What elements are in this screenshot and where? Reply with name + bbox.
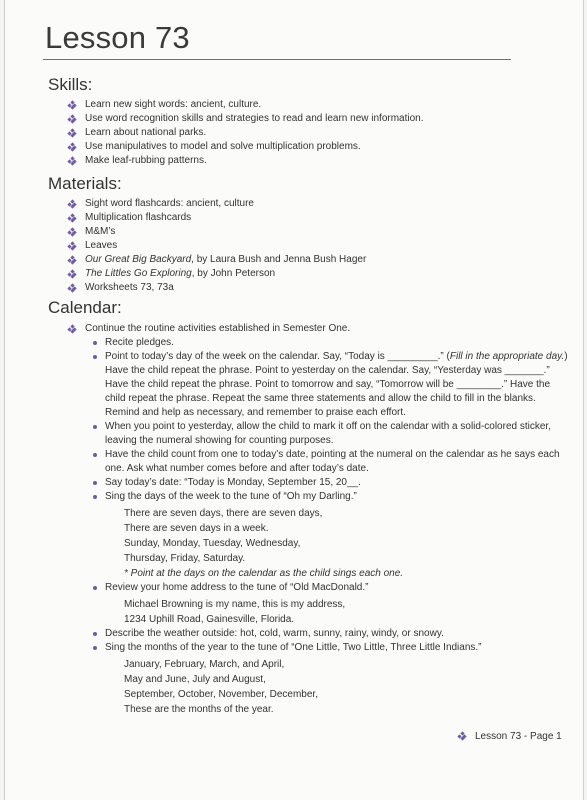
diamond-bullet-icon	[68, 129, 76, 137]
diamond-bullet-icon	[458, 732, 466, 740]
song-line: Sunday, Monday, Tuesday, Wednesday,	[124, 538, 301, 549]
list-item: The Littles Go Exploring, by John Peterson	[68, 267, 366, 281]
list-item: M&M’s	[68, 225, 366, 239]
months-song	[105, 657, 568, 717]
bullet-dot-icon	[93, 453, 97, 457]
skills-heading: Skills:	[48, 75, 93, 94]
list-item: Our Great Big Backyard, by Laura Bush and Jenna Bush Hager	[68, 253, 366, 267]
bullet-dot-icon	[93, 495, 97, 499]
list-item: Learn new sight words: ancient, culture.	[68, 98, 424, 112]
list-item: Make leaf-rubbing patterns.	[68, 154, 424, 168]
bullet-dot-icon	[93, 355, 97, 359]
bullet-dot-icon	[93, 425, 97, 429]
book-title: The Littles Go Exploring	[85, 268, 192, 279]
list-item: Review your home address to the tune of “Old MacDonald.” Michael Browning is my name, this is my address, 1234 Uphill Road, Gainesville, Florida.	[92, 581, 568, 627]
diamond-bullet-icon	[68, 214, 76, 222]
diamond-bullet-icon	[68, 325, 76, 333]
skills-list	[68, 98, 424, 168]
diamond-bullet-icon	[68, 101, 76, 109]
diamond-bullet-icon	[68, 284, 76, 292]
list-item: Recite pledges.	[92, 336, 568, 350]
list-item: Use manipulatives to model and solve multiplication problems.	[68, 140, 424, 154]
bullet-dot-icon	[93, 341, 97, 345]
list-item: Learn about national parks.	[68, 126, 424, 140]
list-item: Point to today’s day of the week on the calendar. Say, “Today is _________.” (Fill in the appropriate day.) Have the child repeat the phrase. Point to yesterday on the calendar. Say, “Yesterday was _______.” Have the child repeat the phrase. Point to tomorrow and say, “Tomorrow will be ________.” Have the child repeat the phrase. Repeat the same three statements and allow the child to fill in the blanks. Remind and help as necessary, and remember to praise each effort.	[92, 350, 568, 420]
calendar-intro: Continue the routine activities established in Semester One.	[68, 322, 568, 336]
diamond-bullet-icon	[68, 143, 76, 151]
song-line: There are seven days in a week.	[124, 523, 269, 534]
book-title: Our Great Big Backyard	[85, 254, 192, 265]
materials-heading: Materials:	[48, 174, 122, 193]
song-line: Michael Browning is my name, this is my address,	[124, 599, 346, 610]
address-song	[105, 597, 568, 627]
song-note: * Point at the days on the calendar as the child sings each one.	[124, 568, 404, 579]
list-item: Have the child count from one to today’s date, pointing at the numeral on the calendar as he says each one. Ask what number comes before and after today’s date.	[92, 448, 568, 476]
materials-list	[68, 197, 366, 295]
list-item: Sight word flashcards: ancient, culture	[68, 197, 366, 211]
song-line: There are seven days, there are seven days,	[124, 508, 323, 519]
diamond-bullet-icon	[68, 228, 76, 236]
bullet-dot-icon	[93, 481, 97, 485]
diamond-bullet-icon	[68, 242, 76, 250]
bullet-dot-icon	[93, 586, 97, 590]
list-item: When you point to yesterday, allow the child to mark it off on the calendar with a solid-colored sticker, leaving the numeral showing for counting purposes.	[92, 420, 568, 448]
days-song	[105, 506, 568, 581]
list-item: Worksheets 73, 73a	[68, 281, 366, 295]
song-line: These are the months of the year.	[124, 704, 274, 715]
song-line: 1234 Uphill Road, Gainesville, Florida.	[124, 614, 295, 625]
list-item: Multiplication flashcards	[68, 211, 366, 225]
bullet-dot-icon	[93, 632, 97, 636]
list-item: Sing the months of the year to the tune of “One Little, Two Little, Three Little Indians.” January, February, March, and April, May and June, July and August, September, October, November, December, These are the months of the year.	[92, 641, 568, 717]
lesson-title: Lesson 73	[45, 20, 190, 55]
bullet-dot-icon	[93, 646, 97, 650]
page-footer: Lesson 73 - Page 1	[458, 731, 562, 742]
calendar-section	[68, 322, 568, 717]
song-line: May and June, July and August,	[124, 674, 266, 685]
diamond-bullet-icon	[68, 115, 76, 123]
calendar-heading: Calendar:	[48, 298, 122, 317]
calendar-activities	[68, 336, 568, 717]
song-line: Thursday, Friday, Saturday.	[124, 553, 246, 564]
diamond-bullet-icon	[68, 200, 76, 208]
list-item: Say today’s date: “Today is Monday, September 15, 20__.	[92, 476, 568, 490]
title-divider	[43, 59, 511, 60]
diamond-bullet-icon	[68, 157, 76, 165]
list-item: Leaves	[68, 239, 366, 253]
song-line: September, October, November, December,	[124, 689, 318, 700]
song-line: January, February, March, and April,	[124, 659, 285, 670]
list-item: Use word recognition skills and strategies to read and learn new information.	[68, 112, 424, 126]
document-page	[4, 0, 584, 800]
diamond-bullet-icon	[68, 256, 76, 264]
list-item: Sing the days of the week to the tune of “Oh my Darling.” There are seven days, there are seven days, There are seven days in a week. Sunday, Monday, Tuesday, Wednesday, Thursday, Friday, Saturday. * Point at the days on the calendar as the child sings each one.	[92, 490, 568, 581]
list-item: Describe the weather outside: hot, cold, warm, sunny, rainy, windy, or snowy.	[92, 627, 568, 641]
diamond-bullet-icon	[68, 270, 76, 278]
